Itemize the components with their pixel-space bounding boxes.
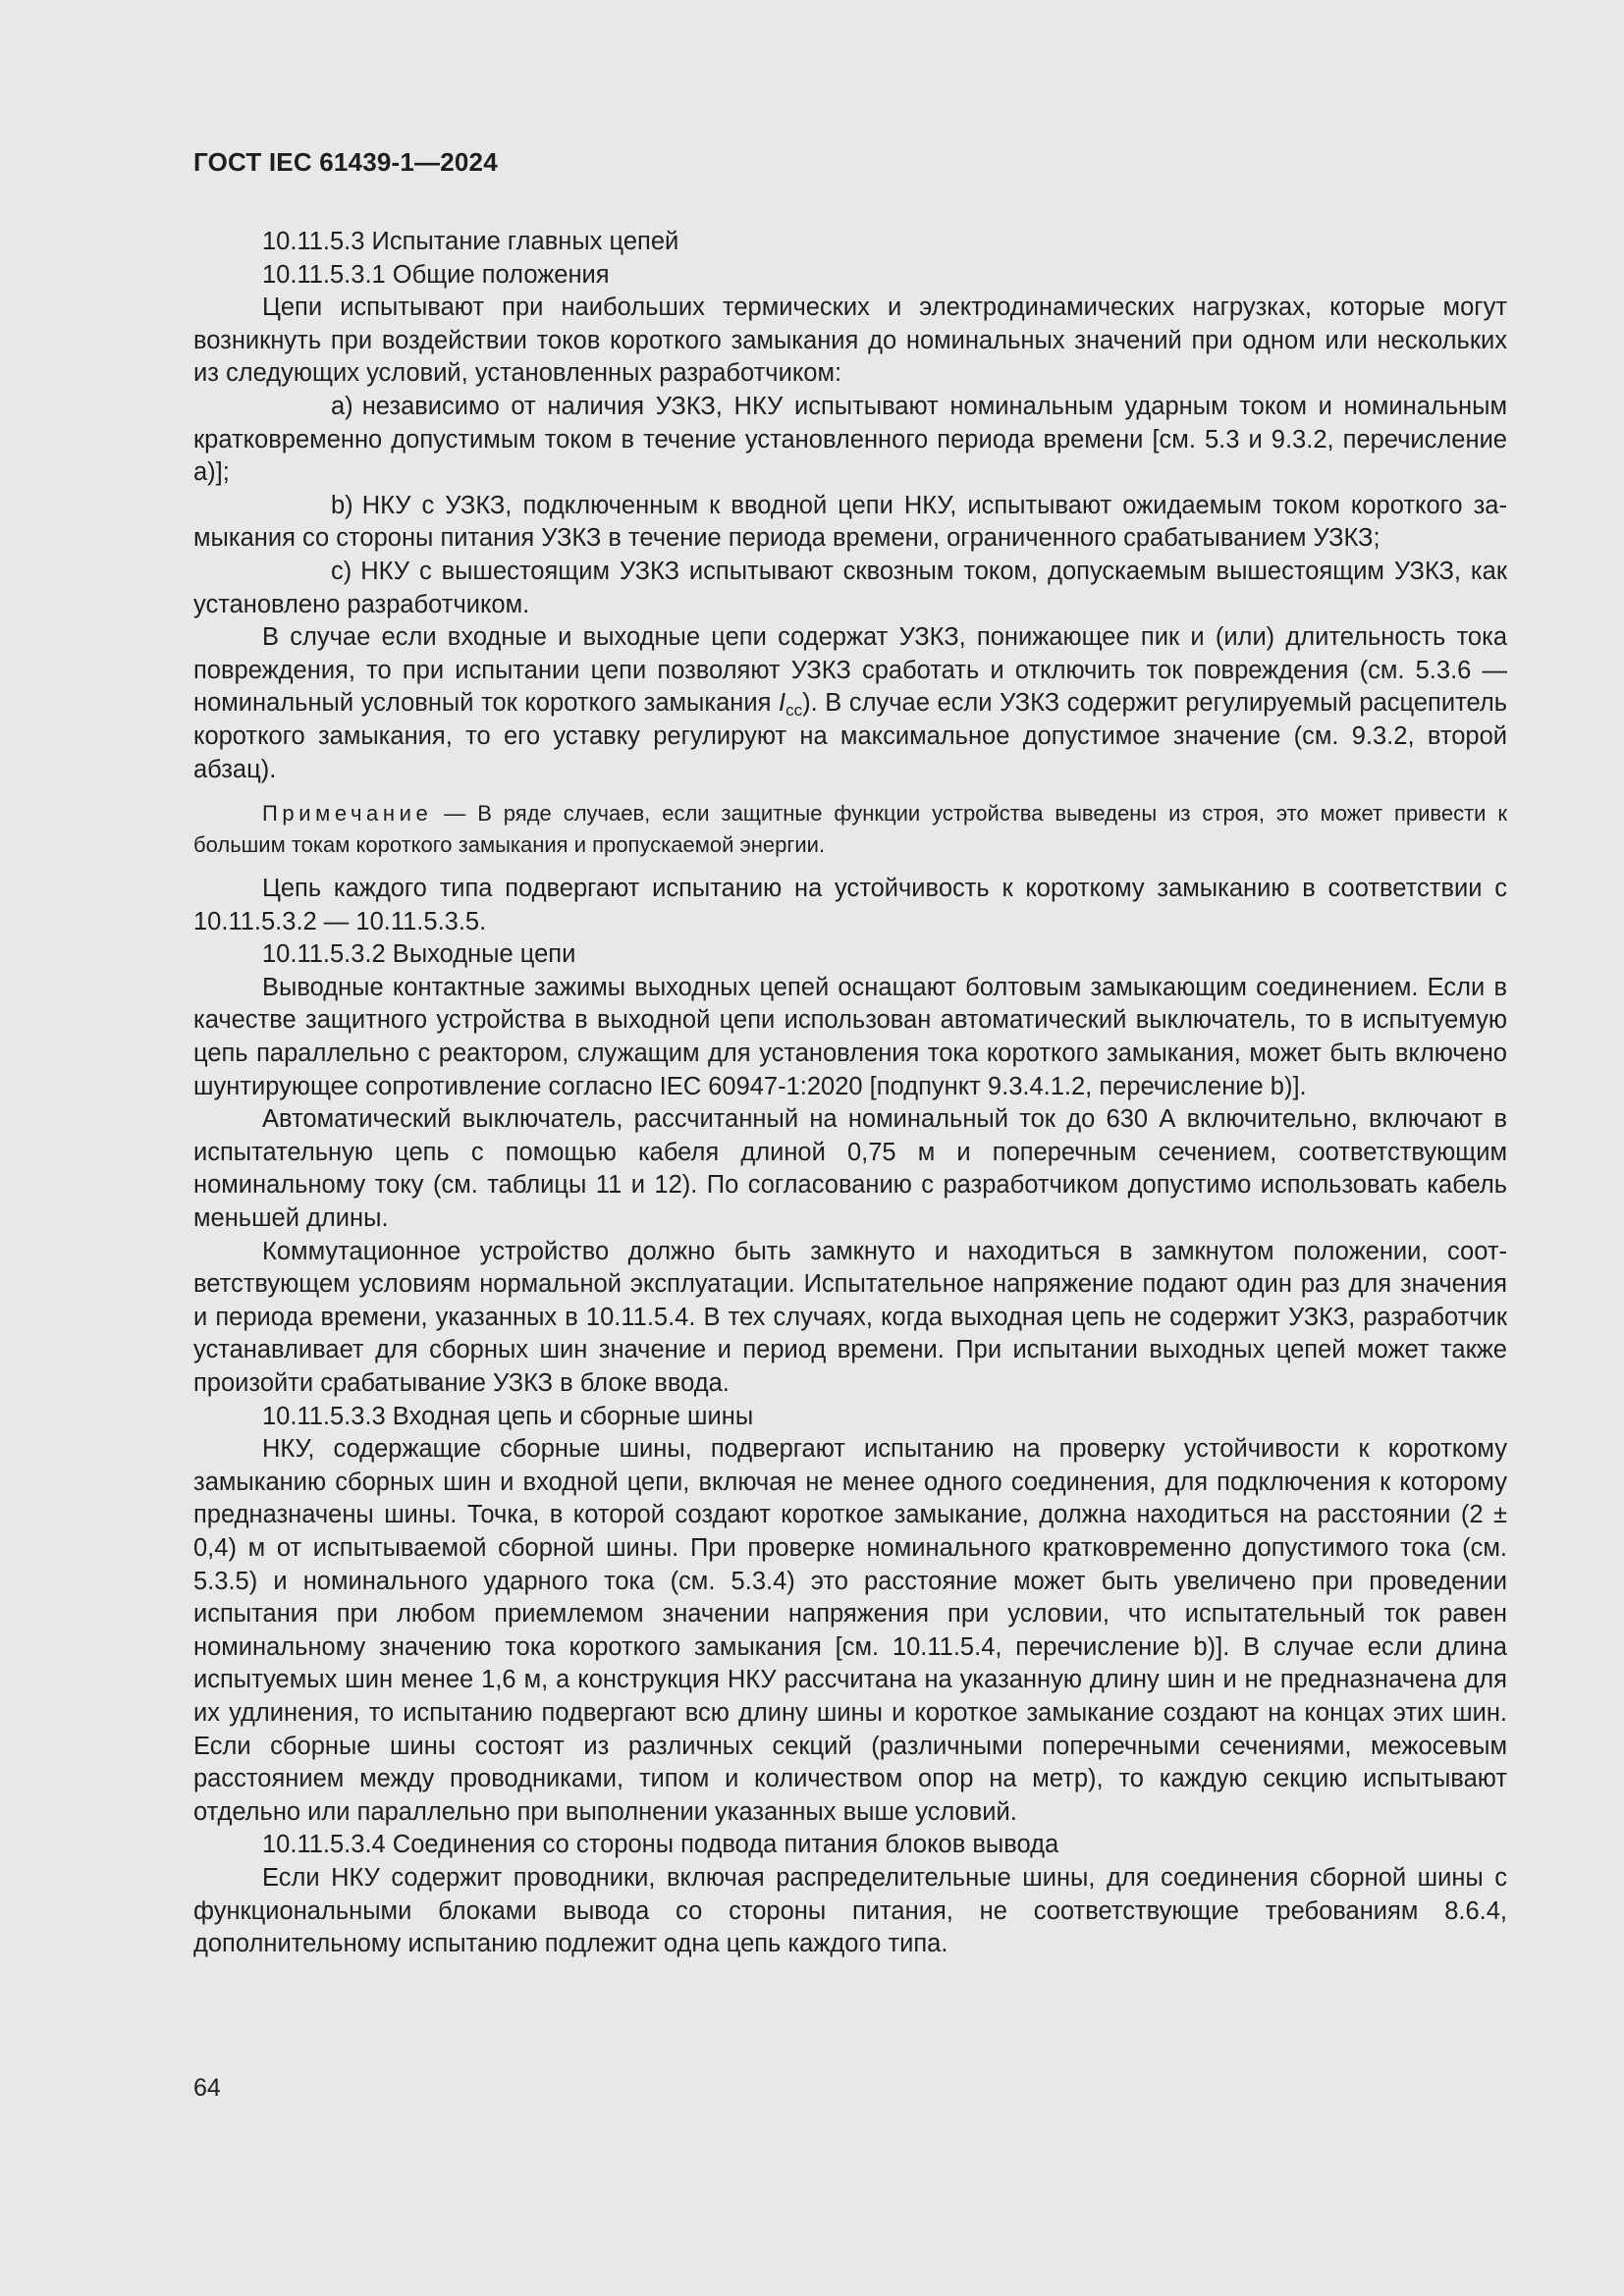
paragraph-switching-device: Коммутационное устройство должно быть замкнуто и находиться в замкнутом положении, соответствующем условиям нормальной эксплуатации. Испытательное напряжение подают один раз для значения и периода времени, указанных в 10.11.5.4. В тех случаях, когда выходная цепь не содержит УЗКЗ, разработчик устанавливает для сборных шин значение и период времени. При испытании выходных цепей может также произойти срабатывание УЗКЗ в блоке ввода. <box>193 1237 1507 1397</box>
paragraph-protection-devices <box>193 621 1507 786</box>
note-text: — В ряде случаев, если защитные функции устройства выведены из строя, это может привести к большим токам короткого замыкания и пропускаемой энергии. <box>193 801 1507 858</box>
list-item-text: НКУ с УЗКЗ, подключенным к вводной цепи НКУ, испытывают ожидаемым током короткого замыкания со стороны питания УЗКЗ в течение периода времени, ограниченного срабатыванием УЗКЗ; <box>193 491 1507 553</box>
list-item-text: НКУ с вышестоящим УЗКЗ испытывают сквозным током, допускаемым вышестоящим УЗКЗ, как установлено разработчиком. <box>193 557 1507 618</box>
section-heading-10-11-5-3-3: 10.11.5.3.3 Входная цепь и сборные шины <box>262 1402 754 1430</box>
note-paragraph <box>193 798 1507 861</box>
list-item-b <box>193 490 1507 556</box>
list-item-a <box>193 391 1507 490</box>
document-code-header: ГОСТ IEC 61439-1—2024 <box>193 147 498 177</box>
paragraph-supply-connections: Если НКУ содержит проводники, включая распределительные шины, для соединения сборной шины с функциональными блоками вывода со стороны питания, не соответствующие требованиям 8.6.4, дополнительному испытанию подлежит одна цепь каждого типа. <box>193 1863 1507 1958</box>
list-item-text: независимо от наличия УЗКЗ, НКУ испытывают номинальным ударным током и номинальным кратковременно допустимым током в течение установленного периода времени [см. 5.3 и 9.3.2, перечисление a)]; <box>193 392 1507 487</box>
paragraph-text: В случае если входные и выходные цепи содержат УЗКЗ, понижающее пик и (или) длительность тока повреждения, то при испытании цепи позволяют УЗКЗ сработать и отключить ток повреждения (см. 5.3.6 — номинальный условный ток короткого замыкания <box>193 623 1507 718</box>
paragraph-each-type: Цепь каждого типа подвергают испытанию на устойчивость к короткому замыканию в соответствии с 10.11.5.3.2 — 10.11.5.3.5. <box>193 875 1507 935</box>
note-label: Примечание <box>262 801 433 827</box>
section-heading-10-11-5-3-1: 10.11.5.3.1 Общие положения <box>262 260 610 289</box>
paragraph-output-terminals: Выводные контактные зажимы выходных цепей оснащают болтовым замыкающим соединением. Если в качестве защитного устройства в выходной цепи использован автоматический выключатель, то в испытуемую цепь параллельно с реактором, служащим для установления тока короткого замыкания, может быть включено шунтирующее сопротивление согласно IEC 60947-1:2020 [подпункт 9.3.4.1.2, перечисление b)]. <box>193 973 1507 1100</box>
list-marker: c) <box>331 557 352 585</box>
page-number: 64 <box>193 2074 221 2102</box>
current-symbol: I <box>779 689 786 718</box>
current-symbol-subscript: cc <box>785 701 803 721</box>
paragraph-general-intro: Цепи испытывают при наибольших термических и электродинамических нагрузках, которые могут возникнуть при воздействии токов короткого замыкания до номинальных значений при одном или нескольких из следующих условий, установленных разработчиком: <box>193 294 1507 388</box>
paragraph-circuit-breaker: Автоматический выключатель, рассчитанный на номинальный ток до 630 А включительно, включают в испытательную цепь с помощью кабеля длиной 0,75 м и поперечным сечением, соответствующим номинальному току (см. таблицы 11 и 12). По согласованию с разработчиком допустимо использовать кабель меньшей длины. <box>193 1105 1507 1233</box>
section-heading-10-11-5-3: 10.11.5.3 Испытание главных цепей <box>262 228 679 255</box>
section-heading-10-11-5-3-4: 10.11.5.3.4 Соединения со стороны подвода питания блоков вывода <box>262 1831 1059 1859</box>
section-heading-10-11-5-3-2: 10.11.5.3.2 Выходные цепи <box>262 940 576 969</box>
list-item-c <box>193 556 1507 621</box>
paragraph-busbars: НКУ, содержащие сборные шины, подвергают испытанию на проверку устойчивости к короткому замыканию сборных шин и входной цепи, включая не менее одного соединения, для подключения к которому предназначены шины. Точка, в которой создают короткое замыкание, должна находиться на расстоянии (2 ± 0,4) м от испытываемой сборной шины. При проверке номинального кратковременно допустимого тока (см. 5.3.5) и номинального ударного тока (см. 5.3.4) это расстояние может быть увеличено при проведении испытания при любом приемлемом значении напряжения при условии, что испытательный ток равен номинальному значению тока короткого замыкания [см. 10.11.5.4, перечисление b)]. В случае если длина испытуемых шин менее 1,6 м, а конструкция НКУ рассчитана на указанную длину шин и не предназначена для их удлинения, то испытанию подвергают всю длину шины и короткое замыкание создают на концах этих шин. Если сборные шины состоят из различных секций (различными поперечными сечениями, межосевым расстоянием между проводниками, типом и количеством опор на метр), то каждую секцию испытывают отдельно или параллельно при выполнении указанных выше условий. <box>193 1435 1507 1826</box>
document-body <box>193 226 1507 1961</box>
paragraph-text: ). В случае если УЗКЗ содержит регулируемый расцепитель короткого замыкания, то его уставку регулируют на максимальное допустимое значение (см. 9.3.2, второй абзац). <box>193 689 1507 783</box>
list-marker: b) <box>331 491 353 519</box>
list-marker: a) <box>331 392 353 420</box>
